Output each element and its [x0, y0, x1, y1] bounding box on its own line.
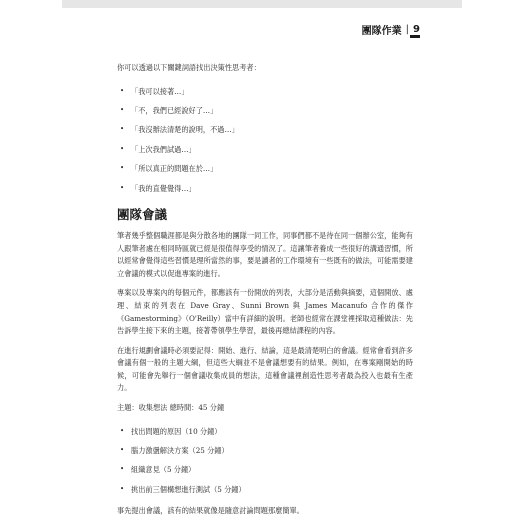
list-item-text: 「我沒辦法清楚的說明，不過…」	[131, 125, 239, 135]
bullet-icon: •	[120, 164, 125, 173]
page-top-band	[62, 0, 462, 8]
list-item-text: 「我可以接著…」	[131, 86, 189, 96]
body-paragraph: 在進行規劃會議時必須要記得：開始、進行、結論，這是最清楚明白的會議。經常會看到許多會議有個一般的主題大綱，但這些大綱並不是會議想要有的結果。例如，在專案剛開始的時候，可能會先舉行一個會議收集成員的想法，這種會議裡創造性思考者最為投入也最有生產力。	[117, 345, 413, 393]
header-rule	[410, 35, 420, 38]
bullet-icon: •	[120, 484, 125, 493]
list-item	[117, 140, 413, 159]
bullet-icon: •	[120, 426, 125, 435]
bullet-icon: •	[120, 86, 125, 95]
closing-paragraph: 事先提出會議，該有的結果就像是隨意討論問題那麼簡單。	[117, 506, 304, 516]
list-item	[117, 82, 413, 101]
list-item-text: 「我的直覺覺得…」	[131, 183, 196, 193]
bullet-icon: •	[120, 144, 125, 153]
list-item	[117, 159, 413, 178]
chapter-title: 團隊作業	[361, 26, 402, 37]
list-item-text: 腦力激盪解決方案（25 分鐘）	[131, 446, 229, 456]
bullet-icon: •	[120, 446, 125, 455]
page-number: 9	[413, 24, 420, 35]
intro-lead: 你可以透過以下關鍵詞語找出決策性思考者：	[117, 63, 261, 72]
list-item-text: 「所以真正的問題在於…」	[131, 164, 218, 174]
page-body	[117, 62, 413, 525]
bullet-icon: •	[120, 105, 125, 114]
agenda-lead: 主題：收集想法 總時間：45 分鐘	[117, 403, 225, 413]
bullet-icon: •	[120, 465, 125, 474]
list-item	[117, 422, 413, 441]
list-item	[117, 480, 413, 499]
agenda-list	[117, 422, 413, 500]
list-item	[117, 120, 413, 139]
list-item-text: 挑出前三個構想進行測試（5 分鐘）	[131, 484, 246, 494]
section-heading: 團隊會議	[117, 206, 168, 222]
bullet-icon: •	[120, 183, 125, 192]
list-item	[117, 101, 413, 120]
bullet-icon: •	[120, 125, 125, 134]
list-item	[117, 179, 413, 198]
list-item-text: 找出問題的原因（10 分鐘）	[131, 426, 222, 436]
list-item	[117, 460, 413, 479]
key-phrase-list	[117, 82, 413, 198]
body-paragraph: 專案以及專案內的每個元件，都應該有一份開放的列表，大部分是活動與摘要，這個開放、處理、結束的列表在 Dave Gray、Sunni Brown 與 James Macanufo 合作的傑作《Gamestorming》（O'Reilly）當中有詳細的說明。老師也經常在課堂裡採取這種做法：先告訴學生接下來的主題，接著帶領學生學習，最後再總結課程的內容。	[117, 288, 413, 336]
list-item-text: 「不，我們已經說好了…」	[131, 105, 218, 115]
list-item-text: 組織意見（5 分鐘）	[131, 465, 196, 475]
list-item-text: 「上次我們試過…」	[131, 144, 196, 154]
list-item	[117, 441, 413, 460]
body-paragraph: 筆者幾乎整個職涯都是與分散各地的團隊一同工作，同事們都不是待在同一個辦公室，能夠有人跟筆者處在相同時區就已經是很值得享受的情況了。這讓筆者養成一些很好的溝通習慣，所以經常會覺得這些習慣是理所當然的事，要是讀者的工作環境有一些既有的做法，可能需要建立會議的模式以促進專案的進行。	[117, 230, 413, 278]
header-separator: |	[405, 24, 410, 35]
